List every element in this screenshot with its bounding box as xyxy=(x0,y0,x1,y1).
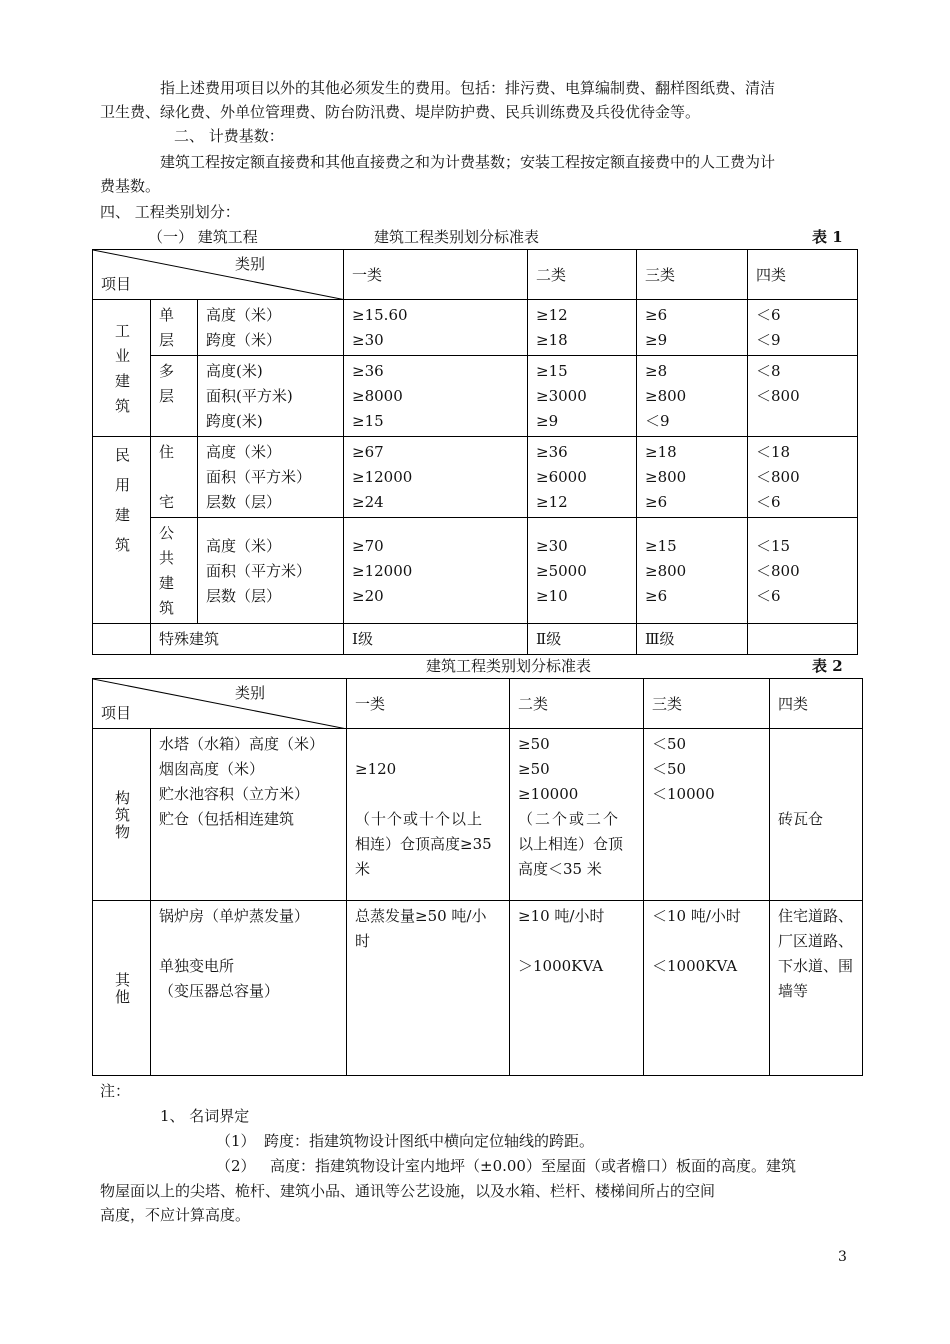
others-class-2: ≥10 吨/小时 ＞1000KVA xyxy=(510,901,644,1076)
subheading-building: （一） 建筑工程 xyxy=(148,228,258,246)
header-class-4: 四类 xyxy=(770,679,863,729)
metrics-public: 高度（米） 面积（平方米） 层数（层） xyxy=(198,518,344,624)
multi-class-2: ≥15 ≥3000 ≥9 xyxy=(528,356,637,437)
header-class-1: 一类 xyxy=(344,250,528,300)
header-item: 项目 xyxy=(101,704,132,722)
header-class-1: 一类 xyxy=(347,679,510,729)
diagonal-line xyxy=(93,679,347,729)
page-number: 3 xyxy=(838,1249,847,1265)
intro-line-2: 卫生费、绿化费、外单位管理费、防台防汛费、堤岸防护费、民兵训练费及兵役优待金等。 xyxy=(100,103,701,121)
notes-title: 注： xyxy=(100,1082,131,1100)
public-class-4: ＜15 ＜800 ＜6 xyxy=(748,518,858,624)
single-class-3: ≥6 ≥9 xyxy=(637,300,748,356)
single-class-1: ≥15.60 ≥30 xyxy=(344,300,528,356)
header-class-3: 三类 xyxy=(644,679,770,729)
residential-class-4: ＜18 ＜800 ＜6 xyxy=(748,437,858,518)
group-industrial: 工 业 建 筑 xyxy=(93,300,151,437)
group-structures: 构 筑 物 xyxy=(93,729,151,901)
special-class-2: Ⅱ级 xyxy=(528,624,637,655)
multi-class-4: ＜8 ＜800 xyxy=(748,356,858,437)
special-label: 特殊建筑 xyxy=(151,624,344,655)
structures-class-3: ＜50 ＜50 ＜10000 xyxy=(644,729,770,901)
notes-item-1: 1、 名词界定 xyxy=(160,1107,250,1125)
metrics-single: 高度（米） 跨度（米） xyxy=(198,300,344,356)
table2-caption: 建筑工程类别划分标准表 xyxy=(426,657,592,675)
public-class-3: ≥15 ≥800 ≥6 xyxy=(637,518,748,624)
special-class-1: Ⅰ级 xyxy=(344,624,528,655)
public-class-2: ≥30 ≥5000 ≥10 xyxy=(528,518,637,624)
table1-label: 表 1 xyxy=(812,228,843,246)
header-item: 项目 xyxy=(101,275,132,293)
public-class-1: ≥70 ≥12000 ≥20 xyxy=(344,518,528,624)
special-class-3: Ⅲ级 xyxy=(637,624,748,655)
heading-classification: 四、 工程类别划分： xyxy=(100,203,240,221)
table2-label: 表 2 xyxy=(812,657,843,675)
structures-class-4: 砖瓦仓 xyxy=(770,729,863,901)
basis-line-1: 建筑工程按定额直接费和其他直接费之和为计费基数；安装工程按定额直接费中的人工费为计 xyxy=(160,153,776,171)
table1-header-diagonal xyxy=(93,250,344,300)
residential-class-3: ≥18 ≥800 ≥6 xyxy=(637,437,748,518)
header-class-3: 三类 xyxy=(637,250,748,300)
header-class-4: 四类 xyxy=(748,250,858,300)
type-public: 公 共 建 筑 xyxy=(151,518,198,624)
single-class-4: ＜6 ＜9 xyxy=(748,300,858,356)
heading-billing-basis: 二、 计费基数： xyxy=(174,127,284,145)
header-category: 类别 xyxy=(235,684,266,702)
def-2-line-3: 高度，不应计算高度。 xyxy=(100,1206,251,1224)
header-category: 类别 xyxy=(235,255,266,273)
type-single-storey: 单 层 xyxy=(151,300,198,356)
def-2-line-2: 物屋面以上的尖塔、桅杆、建筑小品、通讯等公艺设施，以及水箱、栏杆、楼梯间所占的空间 xyxy=(100,1182,716,1200)
type-multi-storey: 多 层 xyxy=(151,356,198,437)
table2-header-diagonal xyxy=(93,679,347,729)
single-class-2: ≥12 ≥18 xyxy=(528,300,637,356)
table-1 xyxy=(92,249,858,655)
intro-line-1: 指上述费用项目以外的其他必须发生的费用。包括：排污费、电算编制费、翻样图纸费、清洁 xyxy=(160,79,776,97)
table-2 xyxy=(92,678,863,1076)
residential-class-2: ≥36 ≥6000 ≥12 xyxy=(528,437,637,518)
def-1-text: 跨度：指建筑物设计图纸中横向定位轴线的跨距。 xyxy=(264,1132,595,1150)
basis-line-2: 费基数。 xyxy=(100,177,161,195)
def-2-line-1: 高度：指建筑物设计室内地坪（±0.00）至屋面（或者檐口）板面的高度。建筑 xyxy=(270,1157,796,1175)
header-class-2: 二类 xyxy=(510,679,644,729)
def-1-number: （1） xyxy=(216,1132,256,1150)
others-items: 锅炉房（单炉蒸发量） 单独变电所 （变压器总容量） xyxy=(151,901,347,1076)
header-class-2: 二类 xyxy=(528,250,637,300)
others-class-3: ＜10 吨/小时 ＜1000KVA xyxy=(644,901,770,1076)
metrics-residential: 高度（米） 面积（平方米） 层数（层） xyxy=(198,437,344,518)
def-2-number: （2） xyxy=(216,1157,256,1175)
others-class-4: 住宅道路、 厂区道路、 下水道、围 墙等 xyxy=(770,901,863,1076)
multi-class-3: ≥8 ≥800 ＜9 xyxy=(637,356,748,437)
special-class-4 xyxy=(748,624,858,655)
structures-items: 水塔（水箱）高度（米） 烟囱高度（米） 贮水池容积（立方米） 贮仓（包括相连建筑 xyxy=(151,729,347,901)
others-class-1: 总蒸发量≥50 吨/小 时 xyxy=(347,901,510,1076)
table1-caption: 建筑工程类别划分标准表 xyxy=(374,228,540,246)
structures-class-1: ≥120 （十个或十个以上 相连）仓顶高度≥35 米 xyxy=(347,729,510,901)
structures-class-2: ≥50 ≥50 ≥10000 （二个或二个 以上相连）仓顶 高度＜35 米 xyxy=(510,729,644,901)
special-blank xyxy=(93,624,151,655)
type-residential: 住 宅 xyxy=(151,437,198,518)
multi-class-1: ≥36 ≥8000 ≥15 xyxy=(344,356,528,437)
group-others: 其 他 xyxy=(93,901,151,1076)
residential-class-1: ≥67 ≥12000 ≥24 xyxy=(344,437,528,518)
metrics-multi: 高度(米) 面积(平方米) 跨度(米) xyxy=(198,356,344,437)
group-civil: 民 用 建 筑 xyxy=(93,437,151,624)
